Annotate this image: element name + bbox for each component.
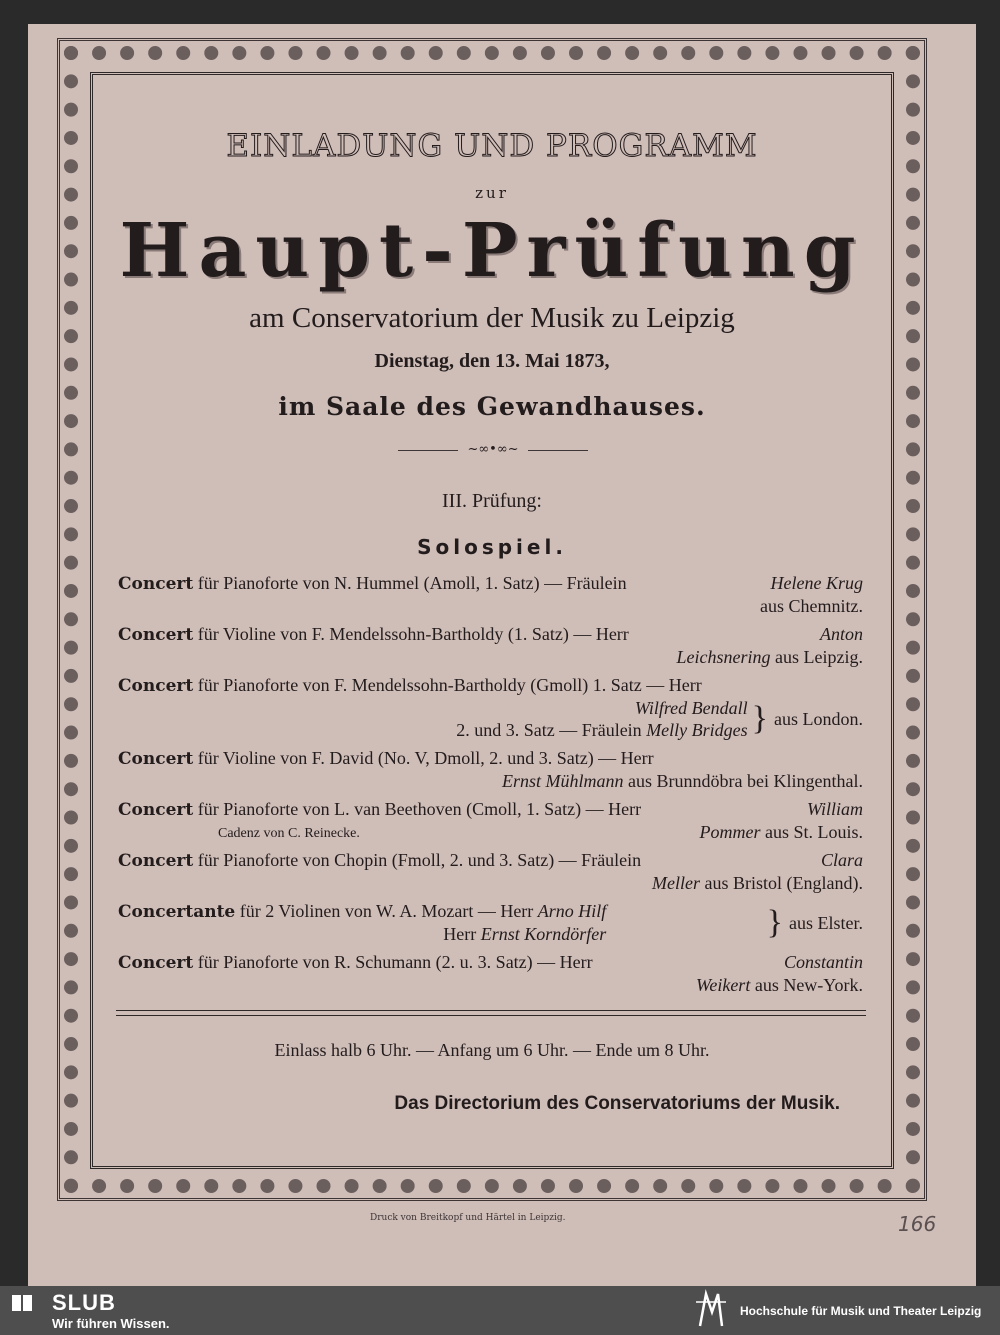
brace-icon: } <box>751 700 768 737</box>
slub-logo-icon <box>10 1292 38 1314</box>
program-entry: Concert für Violine von F. Mendelssohn-Bartholdy (1. Satz) — Herr Anton Leichsnering aus Leipzig. <box>118 624 863 667</box>
brace-icon: } <box>766 903 783 941</box>
cadenza-note: Cadenz von C. Reinecke. <box>218 826 360 841</box>
viewer-footer <box>0 1286 1000 1335</box>
double-rule <box>116 1010 866 1016</box>
printer-imprint: Druck von Breitkopf und Härtel in Leipzig. <box>370 1213 566 1223</box>
signature-directorium: Das Directorium des Conservatoriums der Musik. <box>394 1093 840 1114</box>
program-list <box>118 572 863 1002</box>
venue-line: im Saale des Gewandhauses. <box>278 392 706 421</box>
program-entry: Concert für Pianoforte von N. Hummel (Amoll, 1. Satz) — Fräulein Helene Krug aus Chemnitz. <box>118 573 863 616</box>
subtitle-conservatorium: am Conservatorium der Musik zu Leipzig <box>249 302 735 334</box>
program-entry: Concert für Pianoforte von L. van Beethoven (Cmoll, 1. Satz) — Herr William Cadenz von C. Reinecke. Pommer aus St. Louis. <box>118 798 863 843</box>
title-haupt-pruefung: Haupt-Prüfung <box>119 208 865 294</box>
program-entry: Concertante für 2 Violinen von W. A. Mozart — Herr Arno Hilf Herr Ernst Korndörfer } aus Elster. <box>118 901 863 944</box>
page-number: 166 <box>898 1212 937 1236</box>
library-slogan: Wir führen Wissen. <box>52 1316 170 1331</box>
hmt-logo-icon <box>692 1288 732 1332</box>
program-entry: Concert für Pianoforte von Chopin (Fmoll, 2. und 3. Satz) — Fräulein Clara Meller aus Bristol (England). <box>118 850 863 893</box>
program-content <box>98 80 886 1160</box>
program-entry: Concert für Pianoforte von R. Schumann (2. u. 3. Satz) — Herr Constantin Weikert aus New-York. <box>118 952 863 995</box>
library-name[interactable]: SLUB <box>52 1290 116 1315</box>
program-entry: Concert für Pianoforte von F. Mendelssohn-Bartholdy (Gmoll) 1. Satz — Herr Wilfred Bendall 2. und 3. Satz — Fräulein Melly Bridges } aus London. <box>118 675 863 740</box>
institution-name[interactable]: Hochschule für Musik und Theater Leipzig <box>740 1304 982 1318</box>
schedule-line: Einlass halb 6 Uhr. — Anfang um 6 Uhr. — Ende um 8 Uhr. <box>274 1040 710 1060</box>
subsection-heading: Solospiel. <box>417 535 567 559</box>
date-line: Dienstag, den 13. Mai 1873, <box>374 350 610 372</box>
title-zur: zur <box>475 184 509 202</box>
title-einladung: EINLADUNG UND PROGRAMM <box>226 128 758 164</box>
ornament-icon: ~∞•∞~ <box>458 442 528 457</box>
program-entry: Concert für Violine von F. David (No. V, Dmoll, 2. und 3. Satz) — Herr Ernst Mühlmann aus Brunndöbra bei Klingenthal. <box>118 748 863 791</box>
section-heading: III. Prüfung: <box>442 490 542 512</box>
